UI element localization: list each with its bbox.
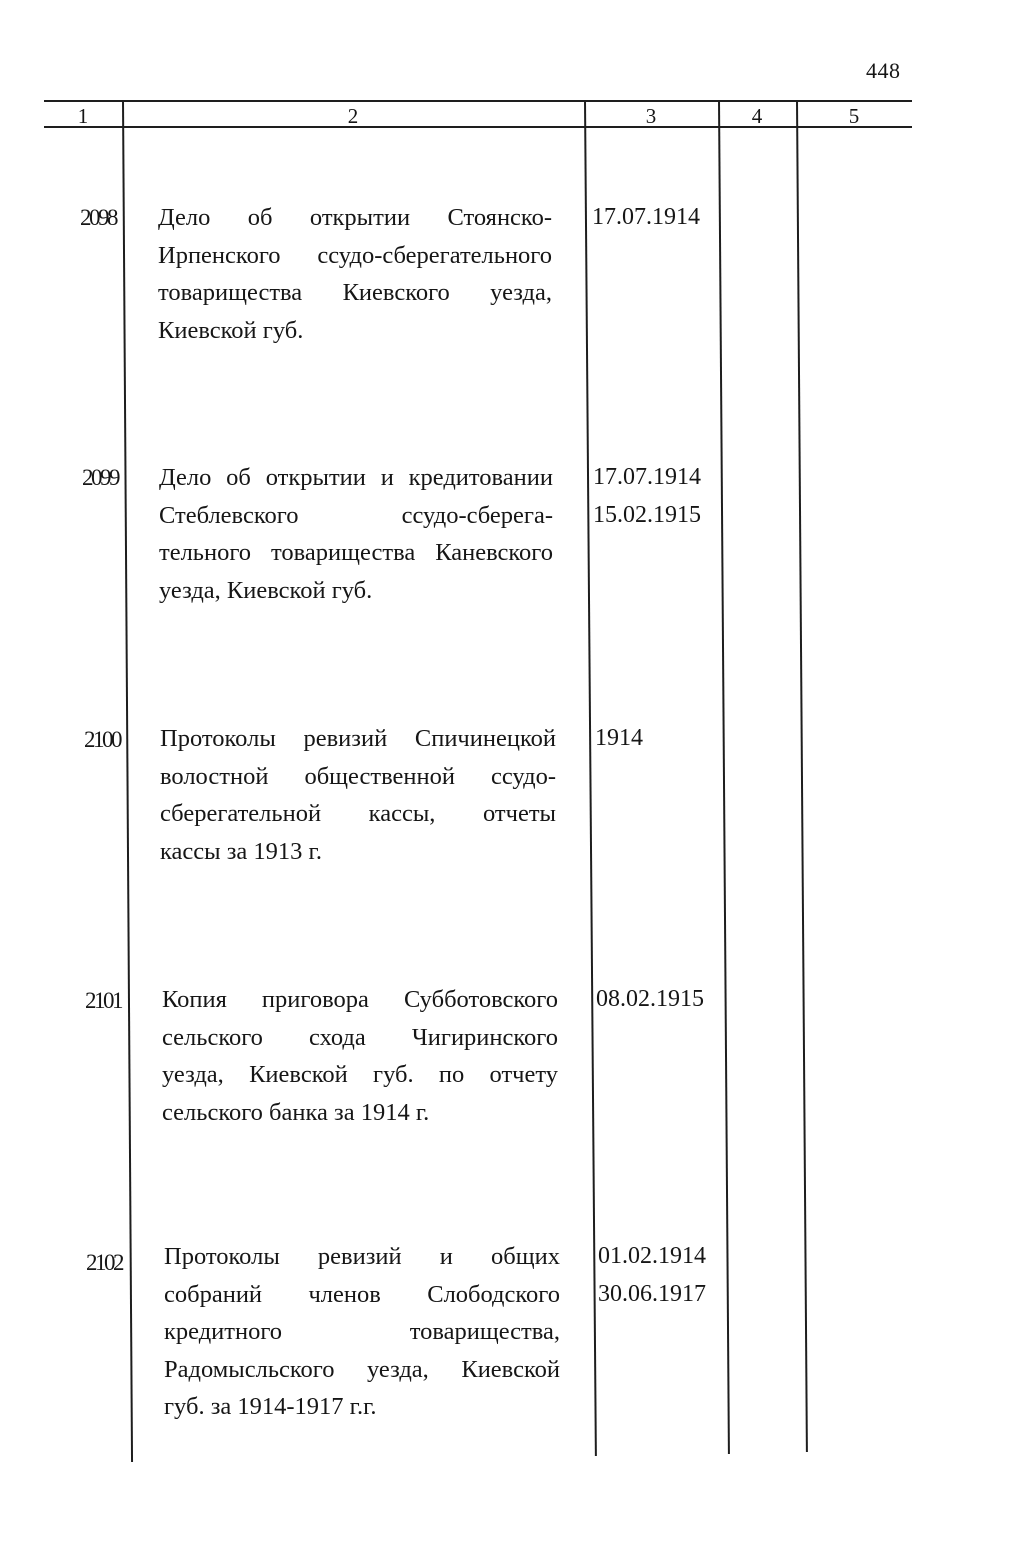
row-dates: [593, 459, 701, 534]
table-top-rule: [44, 100, 912, 102]
description-line: уезда, Киевской губ. по отчету: [162, 1061, 558, 1088]
row-number: 2101: [85, 988, 121, 1013]
row-number: 2102: [86, 1250, 122, 1275]
row-dates: [596, 981, 704, 1019]
column-divider-4: [796, 100, 808, 1452]
row-description: [158, 199, 552, 349]
date: 08.02.1915: [596, 986, 704, 1012]
date: 17.07.1914: [592, 204, 700, 230]
description-line: кредитного товарищества,: [164, 1318, 560, 1345]
row-description: [159, 459, 553, 609]
description-line: тельного товарищества Каневского: [159, 539, 553, 566]
column-divider-3: [718, 100, 730, 1454]
description-line: Радомысльского уезда, Киевской: [164, 1355, 560, 1383]
row-dates: [598, 1238, 706, 1313]
description-line: сельского схода Чигиринского: [162, 1023, 558, 1051]
column-divider-2: [584, 100, 596, 1456]
description-line: волостной общественной ссудо-: [160, 762, 556, 790]
column-header-1: 1: [77, 104, 89, 128]
description-line: Ирпенского ссудо-сберегательного: [158, 241, 552, 269]
description-line: собраний членов Слободского: [164, 1280, 560, 1308]
column-divider-1: [122, 100, 133, 1462]
row-description: [160, 720, 556, 870]
description-line: уезда, Киевской губ.: [159, 576, 373, 604]
page-number: 448: [866, 58, 901, 83]
column-header-3: 3: [645, 104, 657, 128]
description-line: кассы за 1913 г.: [160, 837, 322, 865]
description-line: сберегательной кассы, отчеты: [160, 800, 556, 827]
description-line: Копия приговора Субботовского: [162, 986, 558, 1013]
date: 1914: [595, 725, 643, 751]
description-line: Дело об открытии Стоянско-: [158, 204, 552, 231]
row-description: [164, 1238, 560, 1426]
column-header-2: 2: [347, 104, 359, 128]
date: 30.06.1917: [598, 1280, 706, 1307]
row-number: 2100: [84, 727, 120, 752]
date: 17.07.1914: [593, 464, 701, 490]
row-number: 2098: [80, 205, 116, 230]
row-description: [162, 981, 558, 1131]
column-header-5: 5: [848, 104, 860, 128]
description-line: Протоколы ревизий Спичинецкой: [160, 725, 556, 752]
description-line: Киевской губ.: [158, 316, 304, 344]
description-line: Стеблевского ссудо-сберега-: [159, 501, 553, 529]
description-line: губ. за 1914-1917 г.г.: [164, 1393, 377, 1420]
description-line: Протоколы ревизий и общих: [164, 1243, 560, 1270]
row-dates: [592, 199, 700, 237]
date: 15.02.1915: [593, 501, 701, 528]
row-dates: [595, 720, 643, 758]
date: 01.02.1914: [598, 1243, 706, 1269]
description-line: Дело об открытии и кредитовании: [159, 464, 553, 491]
description-line: сельского банка за 1914 г.: [162, 1098, 430, 1126]
description-line: товарищества Киевского уезда,: [158, 279, 552, 306]
column-header-4: 4: [751, 104, 763, 128]
row-number: 2099: [82, 465, 118, 490]
